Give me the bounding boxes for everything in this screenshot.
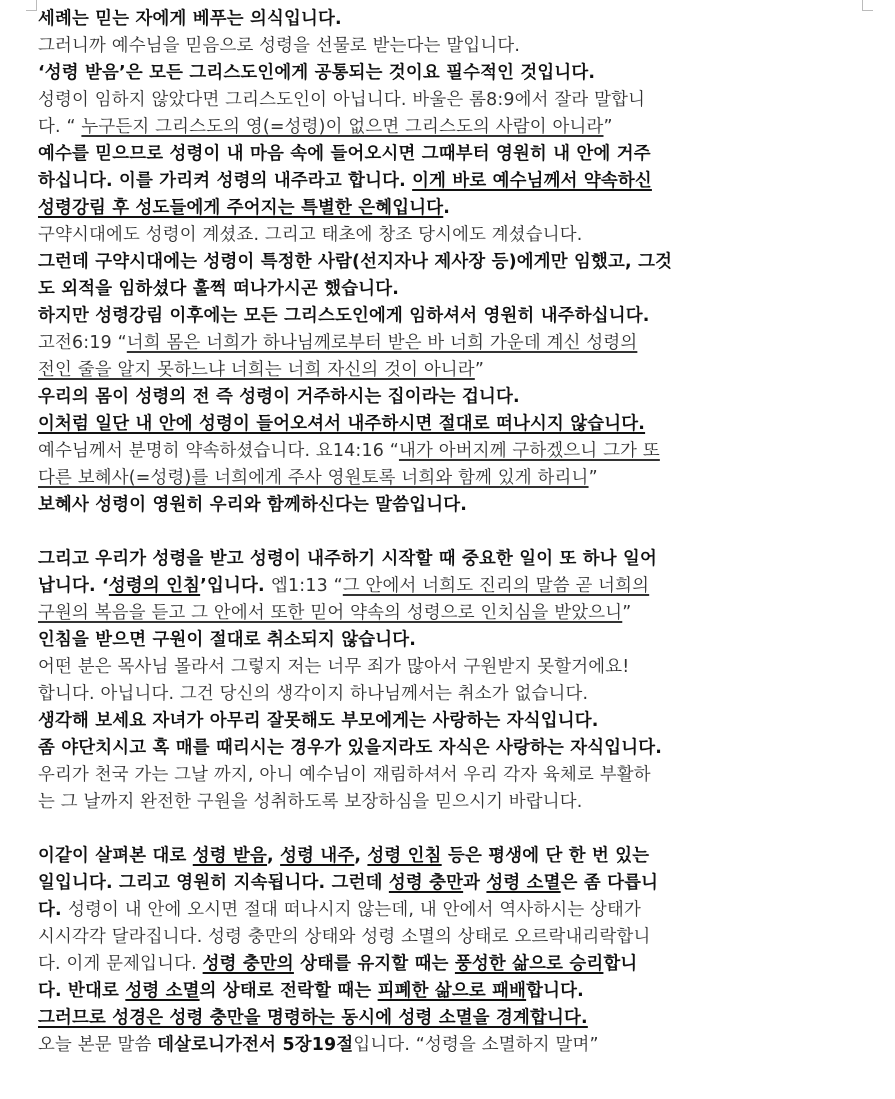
text-run: 엡1:13 “ <box>271 576 343 596</box>
text-line <box>38 438 864 465</box>
text-run: . <box>443 198 451 218</box>
text-line <box>38 114 864 141</box>
text-run: 우리의 몸이 성령의 전 즉 성령이 거주하시는 집이라는 겁니다. <box>38 387 520 407</box>
text-run: 은 좀 다릅니 <box>560 873 659 893</box>
text-run: 그런데 구약시대에는 성령이 특정한 사람(선지자나 제사장 등)에게만 임했고, 그것 <box>38 252 673 272</box>
text-run: 의 상태로 전락할 때는 <box>199 981 378 1001</box>
text-run: ” <box>474 360 485 380</box>
text-run: 풍성한 삶으로 승리 <box>454 954 604 974</box>
text-run: 합니다. <box>526 981 584 1001</box>
text-line <box>38 681 864 708</box>
text-run: 성령 충만 <box>388 873 464 893</box>
text-line <box>38 249 864 276</box>
text-line <box>38 411 864 438</box>
text-run: 도 외적을 임하셨다 훌쩍 떠나가시곤 했습니다. <box>38 279 400 299</box>
blank-line <box>38 519 864 546</box>
text-run: 시시각각 달라집니다. 성령 충만의 상태와 성령 소멸의 상태로 오르락내리락합니 <box>38 927 651 947</box>
text-line <box>38 627 864 654</box>
text-run: ” <box>588 468 598 488</box>
text-run: ‘성령 받음’은 모든 그리스도인에게 공통되는 것이요 필수적인 것입니다. <box>38 63 596 83</box>
text-run: 그러므로 성경은 성령 충만을 명령하는 동시에 성령 소멸을 경계합니다. <box>38 1008 588 1028</box>
text-line <box>38 1032 864 1059</box>
text-run: 등은 평생에 단 한 번 있는 <box>441 846 650 866</box>
page-corner-mark-left <box>26 0 37 11</box>
text-line <box>38 951 864 978</box>
text-run: 성령 내주 <box>280 846 355 866</box>
text-line <box>38 573 864 600</box>
text-line <box>38 870 864 897</box>
text-run: 합니 <box>603 954 638 974</box>
text-line <box>38 276 864 303</box>
text-run: 오늘 본문 말씀 <box>38 1035 158 1055</box>
text-run: , <box>354 846 368 866</box>
text-run: 그 안에서 너희도 진리의 말씀 곧 너희의 <box>342 576 650 596</box>
text-run: 구약시대에도 성령이 계셨죠. 그리고 태초에 창조 당시에도 계셨습니다. <box>38 225 583 245</box>
text-line <box>38 33 864 60</box>
text-run: ” <box>622 603 632 623</box>
text-line <box>38 222 864 249</box>
text-run: 예수님께서 분명히 약속하셨습니다. 요14:16 “ <box>38 441 399 461</box>
text-line <box>38 546 864 573</box>
text-run: 보혜사 성령이 영원히 우리와 함께하신다는 말씀입니다. <box>38 495 468 515</box>
text-run: 구원의 복음을 듣고 그 안에서 또한 믿어 약속의 성령으로 인치심을 받았으니 <box>38 603 623 623</box>
text-run: 일입니다. 그리고 영원히 지속됩니다. 그런데 <box>38 873 389 893</box>
text-run: 좀 야단치시고 혹 매를 때리시는 경우가 있을지라도 자식은 사랑하는 자식입니다. <box>38 738 663 758</box>
text-run: 성령의 인침 <box>108 576 201 596</box>
text-run: 이처럼 일단 내 안에 성령이 들어오셔서 내주하시면 절대로 떠나시지 않습니다. <box>38 414 646 434</box>
text-run: 과 <box>463 873 487 893</box>
text-line <box>38 897 864 924</box>
text-run: 다. “ <box>38 117 82 137</box>
text-run: ’입니다. <box>200 576 272 596</box>
text-run: 다. <box>38 900 69 920</box>
text-run: 성령 충만의 <box>202 954 294 974</box>
text-run: 내가 아버지께 구하겠으니 그가 또 <box>398 441 660 461</box>
text-line <box>38 735 864 762</box>
text-line <box>38 87 864 114</box>
text-line <box>38 195 864 222</box>
text-run: 그러니까 예수님을 믿음으로 성령을 선물로 받는다는 말입니다. <box>38 36 521 56</box>
text-line <box>38 465 864 492</box>
text-line <box>38 492 864 519</box>
text-line <box>38 357 864 384</box>
text-run: 이같이 살펴본 대로 <box>38 846 193 866</box>
text-run: 피폐한 삶으로 패배 <box>377 981 527 1001</box>
text-run: 전인 줄을 알지 못하느냐 너희는 너희 자신의 것이 아니라 <box>38 360 475 380</box>
text-run: 어떤 분은 목사님 몰라서 그렇지 저는 너무 죄가 많아서 구원받지 못할거에요! <box>38 657 630 677</box>
text-line <box>38 6 864 33</box>
text-run: 성령 받음 <box>192 846 268 866</box>
text-run: 이게 바로 예수님께서 약속하신 <box>412 171 652 191</box>
text-run: 하지만 성령강림 이후에는 모든 그리스도인에게 임하셔서 영원히 내주하십니다. <box>38 306 650 326</box>
text-run: ” <box>603 117 613 137</box>
text-run: 인침을 받으면 구원이 절대로 취소되지 않습니다. <box>38 630 417 650</box>
text-line <box>38 708 864 735</box>
text-run: 데살로니가전서 5장19절 <box>157 1035 354 1055</box>
text-run: 누구든지 그리스도의 영(=성령)이 없으면 그리스도의 사람이 아니라 <box>81 117 604 137</box>
document-body[interactable] <box>38 6 864 1059</box>
text-line <box>38 330 864 357</box>
text-run: 고전6:19 “ <box>38 333 127 353</box>
text-line <box>38 924 864 951</box>
text-run: 그리고 우리가 성령을 받고 성령이 내주하기 시작할 때 중요한 일이 또 하나 일어 <box>38 549 658 569</box>
text-run: , <box>267 846 281 866</box>
text-run: 하십니다. 이를 가리켜 성령의 내주라고 합니다. <box>38 171 413 191</box>
text-run: 합니다. 아닙니다. 그건 당신의 생각이지 하나님께서는 취소가 없습니다. <box>38 684 589 704</box>
text-line <box>38 60 864 87</box>
text-run: 우리가 천국 가는 그날 까지, 아니 예수님이 재림하셔서 우리 각자 육체로 부활하 <box>38 765 651 785</box>
text-run: 생각해 보세요 자녀가 아무리 잘못해도 부모에게는 사랑하는 자식입니다. <box>38 711 599 731</box>
blank-line <box>38 816 864 843</box>
text-line <box>38 789 864 816</box>
text-run: 성령이 내 안에 오시면 절대 떠나시지 않는데, 내 안에서 역사하시는 상태가 <box>68 900 642 920</box>
text-run: 다. 반대로 <box>38 981 126 1001</box>
text-run: 성령 인침 <box>367 846 442 866</box>
text-run: 세례는 믿는 자에게 베푸는 의식입니다. <box>38 9 342 29</box>
text-line <box>38 600 864 627</box>
text-line <box>38 654 864 681</box>
text-run: 성령 소멸 <box>486 873 561 893</box>
text-line <box>38 843 864 870</box>
text-line <box>38 384 864 411</box>
text-line <box>38 303 864 330</box>
text-run: 상태를 유지할 때는 <box>293 954 455 974</box>
text-line <box>38 141 864 168</box>
text-run: 성령이 임하지 않았다면 그리스도인이 아닙니다. 바울은 롬8:9에서 잘라 말합니 <box>38 90 646 110</box>
text-run: 너희 몸은 너희가 하나님께로부터 받은 바 너희 가운데 계신 성령의 <box>126 333 638 353</box>
text-run: 는 그 날까지 완전한 구원을 성취하도록 보장하심을 믿으시기 바랍니다. <box>38 792 583 812</box>
text-run: 예수를 믿으므로 성령이 내 마음 속에 들어오시면 그때부터 영원히 내 안에 거주 <box>38 144 651 164</box>
text-run: 다. 이게 문제입니다. <box>38 954 203 974</box>
text-run: 성령강림 후 성도들에게 주어지는 특별한 은혜입니다 <box>38 198 444 218</box>
text-run: 성령 소멸 <box>125 981 200 1001</box>
text-line <box>38 762 864 789</box>
text-line <box>38 978 864 1005</box>
text-run: 입니다. “성령을 소멸하지 말며” <box>353 1035 599 1055</box>
text-run: 다른 보혜사(=성령)를 너희에게 주사 영원토록 너희와 함께 있게 하리니 <box>38 468 589 488</box>
text-line <box>38 168 864 195</box>
text-line <box>38 1005 864 1032</box>
text-run: 납니다. ‘ <box>38 576 109 596</box>
